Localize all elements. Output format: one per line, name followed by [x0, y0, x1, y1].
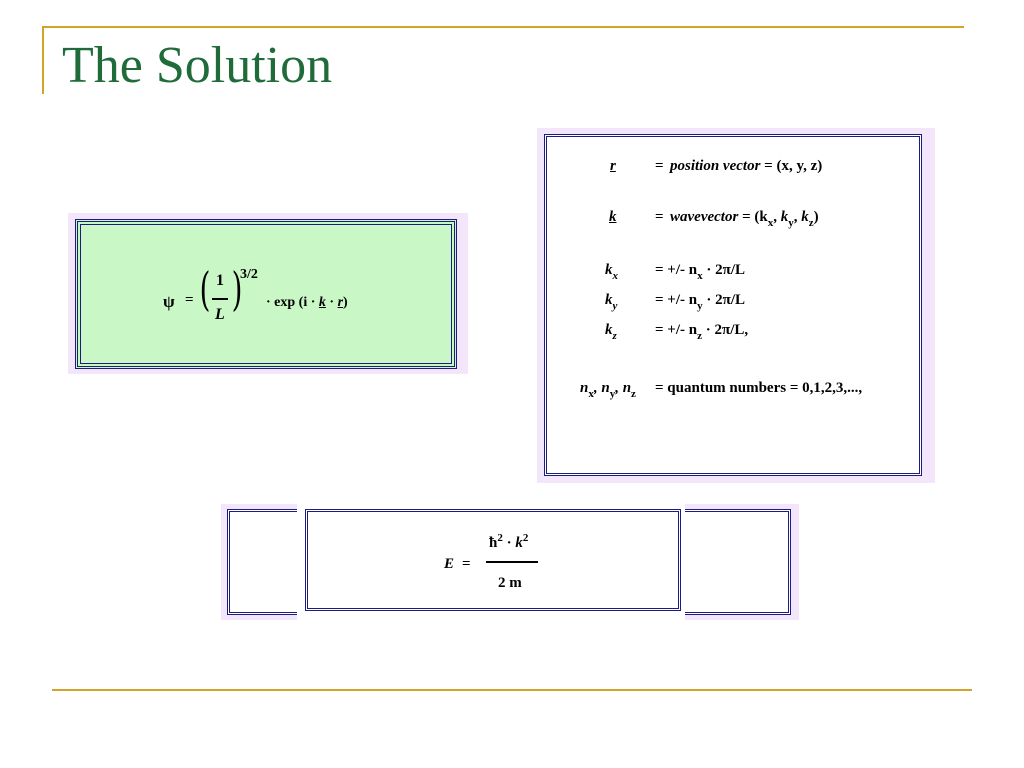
slide-title: The Solution — [62, 37, 333, 94]
energy-equation-panel — [221, 504, 799, 620]
def-k-sub-y: y — [788, 217, 794, 229]
energy-denominator: 2 m — [498, 575, 522, 591]
def-kx-symbol: $k_x$ — [605, 262, 618, 282]
definitions-box — [544, 134, 922, 476]
energy-numerator: $ħ^2 \cdot k^2$ — [489, 532, 529, 551]
def-ky-value: = +/- $n_y \cdot 2\pi/L$ — [655, 292, 746, 312]
wavefunction-inner-border — [80, 224, 452, 364]
def-k-value-open: = (k — [742, 209, 768, 225]
wavefunction-equation-box — [75, 219, 457, 369]
def-k-sub-z: z — [808, 217, 814, 229]
left-paren: ( — [199, 262, 211, 316]
wavefunction-equation-panel — [68, 213, 468, 374]
def-quantum-numbers-symbols: $n_x$, $n_y$, $n_z$ — [580, 380, 636, 400]
def-k-text: wavevector = ($k_x$, $k_y$, $k_z$) — [670, 209, 819, 229]
energy-symbol: E — [444, 556, 455, 572]
def-ky-symbol: $k_y$ — [605, 292, 618, 312]
def-r-text — [670, 159, 822, 174]
def-k-symbol: k — [609, 209, 617, 225]
right-paren: ) — [231, 262, 243, 316]
exp-dot: · — [325, 295, 338, 310]
energy-fraction-bar — [486, 561, 538, 563]
wavevector-k-symbol: k — [318, 295, 326, 310]
def-k-name: wavevector — [670, 209, 739, 225]
psi-equals: = — [185, 292, 194, 308]
def-r-name: position vector — [670, 158, 761, 174]
exp-close-paren: ) — [343, 295, 348, 310]
left-rule — [42, 26, 44, 94]
definitions-panel — [537, 128, 935, 483]
def-k-sub-x: x — [767, 217, 774, 229]
def-quantum-numbers-value: = quantum numbers = 0,1,2,3,..., — [655, 380, 863, 396]
def-kz-symbol: $k_z$ — [605, 322, 617, 342]
fraction-bar — [212, 298, 228, 300]
energy-equation-box — [305, 509, 681, 611]
position-r-symbol: r — [337, 295, 344, 310]
bottom-rule — [52, 689, 972, 691]
fraction-denominator: L — [215, 306, 225, 323]
hbar-symbol: ħ — [489, 535, 498, 551]
exponential-term — [266, 296, 348, 310]
def-r-equals: = — [655, 158, 664, 174]
def-r-symbol: r — [610, 158, 616, 174]
psi-symbol: ψ — [163, 292, 175, 311]
top-rule — [42, 26, 964, 28]
def-kx-value: = +/- $n_x \cdot 2\pi/L$ — [655, 262, 746, 282]
exponent-three-halves: 3/2 — [240, 267, 258, 282]
def-r-value: = (x, y, z) — [764, 158, 823, 174]
def-kz-value: = +/- $n_z \cdot 2\pi/L$, — [655, 322, 749, 342]
exp-prefix: · exp (i · — [266, 295, 319, 310]
def-k-equals: = — [655, 209, 664, 225]
fraction-numerator: 1 — [216, 272, 224, 289]
energy-equals: = — [462, 556, 471, 572]
